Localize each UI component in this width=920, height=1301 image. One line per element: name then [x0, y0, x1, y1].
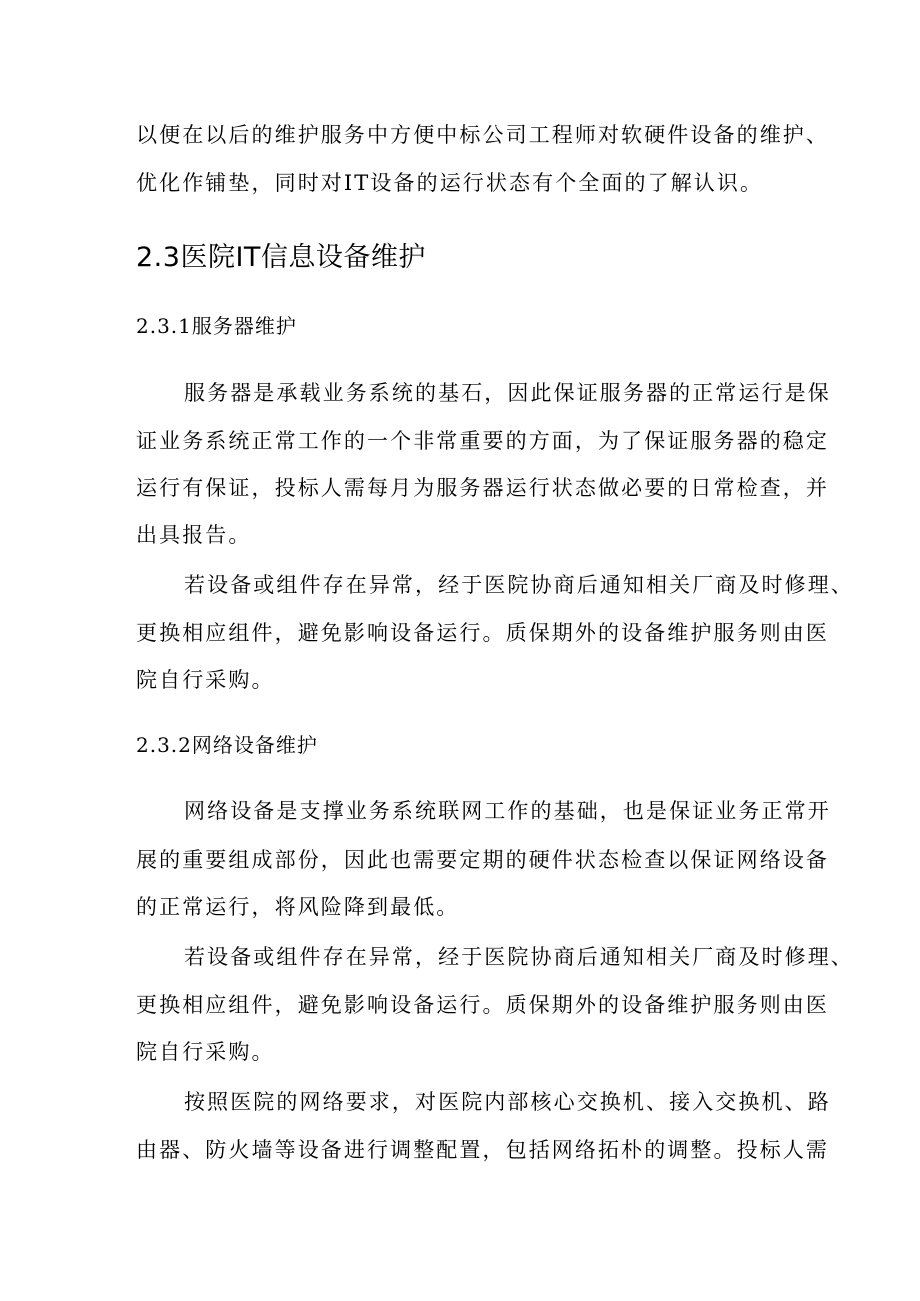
network-p3-line-1: 按照医院的网络要求，对医院内部核心交换机、接入交换机、路 [184, 1090, 831, 1114]
network-p2-line-1: 若设备或组件存在异常，经于医院协商后通知相关厂商及时修理、 [184, 945, 854, 969]
network-p2-line-3: 院自行采购。 [136, 1040, 275, 1064]
network-p2-line-2: 更换相应组件，避免影响设备运行。质保期外的设备维护服务则由医 [136, 993, 829, 1017]
network-p3-line-2: 由器、防火墙等设备进行调整配置，包括网络拓朴的调整。投标人需 [136, 1138, 829, 1162]
intro-line-2: 优化作铺垫，同时对IT设备的运行状态有个全面的了解认识。 [136, 171, 764, 195]
network-p1-line-1: 网络设备是支撑业务系统联网工作的基础，也是保证业务正常开 [184, 799, 831, 823]
server-p1-line-2: 证业务系统正常工作的一个非常重要的方面，为了保证服务器的稳定 [136, 429, 829, 453]
server-p2-line-2: 更换相应组件，避免影响设备运行。质保期外的设备维护服务则由医 [136, 621, 829, 645]
server-p1-line-1: 服务器是承载业务系统的基石，因此保证服务器的正常运行是保 [184, 381, 831, 405]
section-heading: 2.3医院IT信息设备维护 [136, 242, 426, 273]
server-p1-line-4: 出具报告。 [136, 523, 252, 547]
server-p1-line-3: 运行有保证，投标人需每月为服务器运行状态做必要的日常检查，并 [136, 476, 829, 500]
server-subheading: 2.3.1服务器维护 [136, 314, 297, 338]
server-p2-line-1: 若设备或组件存在异常，经于医院协商后通知相关厂商及时修理、 [184, 573, 854, 597]
intro-line-1: 以便在以后的维护服务中方便中标公司工程师对软硬件设备的维护、 [136, 123, 829, 147]
server-p2-line-3: 院自行采购。 [136, 668, 275, 692]
network-subheading: 2.3.2网络设备维护 [136, 733, 318, 757]
network-p1-line-2: 展的重要组成部份，因此也需要定期的硬件状态检查以保证网络设备 [136, 848, 829, 872]
network-p1-line-3: 的正常运行，将风险降到最低。 [136, 895, 460, 919]
